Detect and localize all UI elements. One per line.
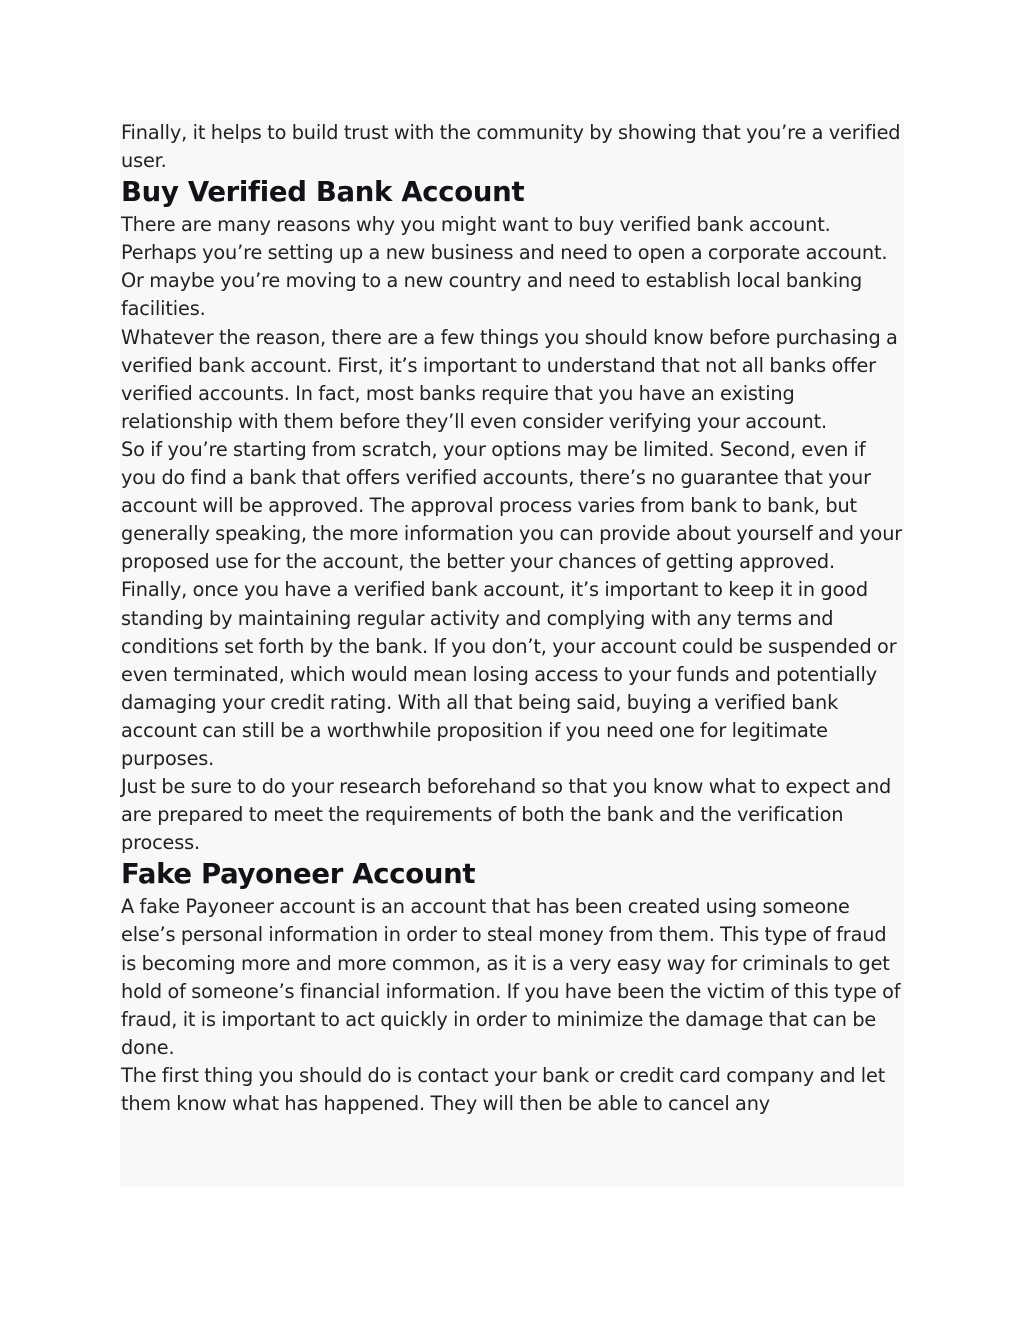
- paragraph: The first thing you should do is contact your bank or credit card company and let them know what has happened. They will then be able to cancel any: [121, 1063, 886, 1115]
- paragraph: Whatever the reason, there are a few things you should know before purchasing a verified bank account. First, it’s important to understand that not all banks offer verified accounts. In fact, most banks require that you have an existing relationship with them before they’ll even consider verifying your account.: [121, 325, 898, 433]
- paragraph: A fake Payoneer account is an account that has been created using someone else’s personal information in order to steal money from them. This type of fraud is becoming more and more common, as it is a very easy way for criminals to get hold of someone’s financial information. If you have been the victim of this type of fraud, it is important to act quickly in order to minimize the damage that can be done.: [121, 895, 901, 1059]
- heading-fake-payoneer-account: Fake Payoneer Account: [121, 858, 476, 891]
- document-content: [120, 120, 904, 1187]
- paragraph: So if you’re starting from scratch, your options may be limited. Second, even if you do find a bank that offers verified accounts, there’s no guarantee that your account will be approved. The approval process varies from bank to bank, but generally speaking, the more information you can provide about yourself and your proposed use for the account, the better your chances of getting approved.: [121, 437, 903, 574]
- paragraph: Finally, once you have a verified bank account, it’s important to keep it in good standing by maintaining regular activity and complying with any terms and conditions set forth by the bank. If you don’t, your account could be suspended or even terminated, which would mean losing access to your funds and potentially damaging your credit rating. With all that being said, buying a verified bank account can still be a worthwhile proposition if you need one for legitimate purposes.: [121, 578, 897, 770]
- heading-buy-verified-bank-account: Buy Verified Bank Account: [121, 176, 525, 209]
- paragraph: Just be sure to do your research beforehand so that you know what to expect and are prepared to meet the requirements of both the bank and the verification process.: [121, 775, 892, 855]
- paragraph: There are many reasons why you might want to buy verified bank account. Perhaps you’re setting up a new business and need to open a corporate account. Or maybe you’re moving to a new country and need to establish local banking facilities.: [121, 213, 888, 321]
- intro-paragraph: Finally, it helps to build trust with the community by showing that you’re a verified user.: [121, 121, 901, 173]
